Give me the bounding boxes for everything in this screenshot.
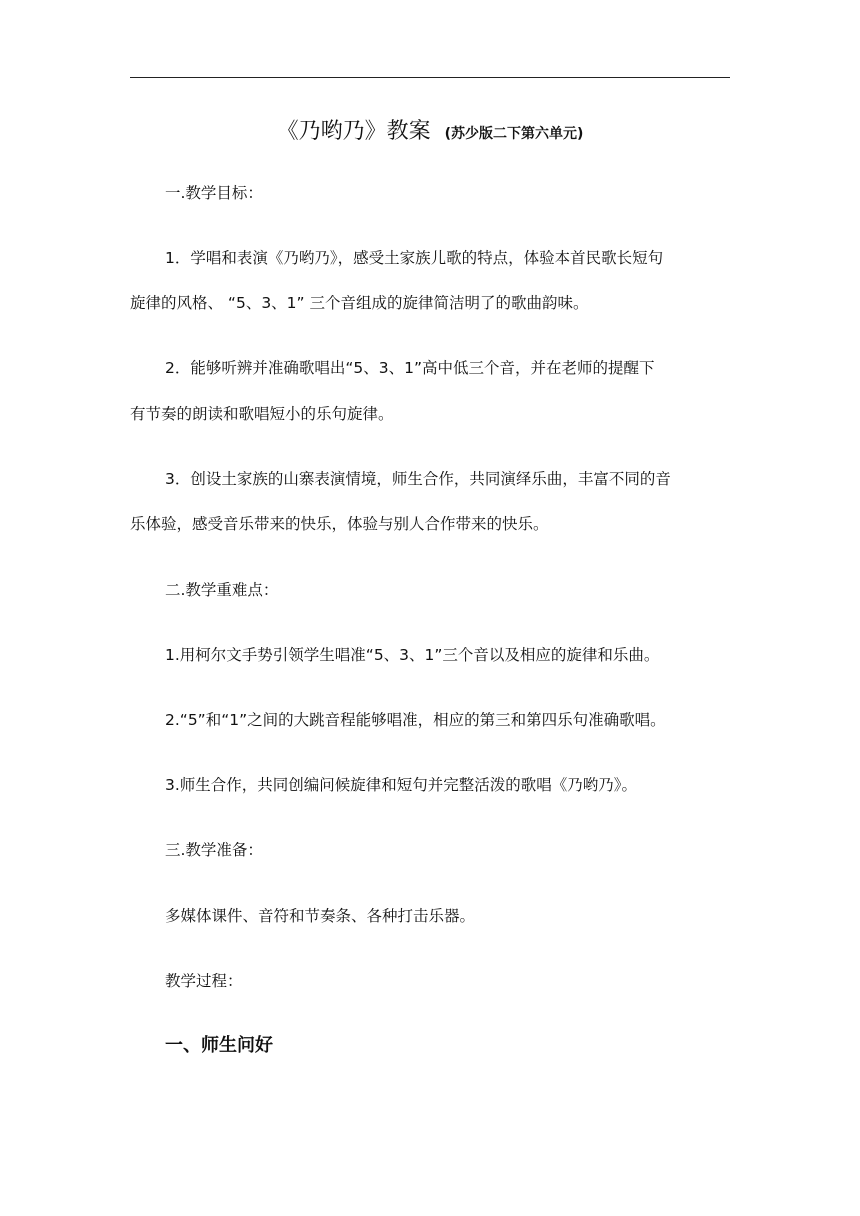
title-subtitle: (苏少版二下第六单元) bbox=[444, 126, 584, 142]
header-rule bbox=[130, 77, 730, 78]
key-point-1: 1.用柯尔文手势引领学生唱准“5、3、1”三个音以及相应的旋律和乐曲。 bbox=[165, 646, 660, 664]
objective-1-line-1: 1．学唱和表演《乃哟乃》，感受土家族儿歌的特点，体验本首民歌长短句 bbox=[165, 249, 664, 267]
document-title bbox=[130, 114, 730, 145]
title-main: 《乃哟乃》教案 bbox=[276, 119, 431, 144]
section-heading-preparation: 三.教学准备： bbox=[165, 841, 263, 859]
section-heading-process: 教学过程： bbox=[165, 972, 243, 990]
objective-3-line-2: 乐体验，感受音乐带来的快乐，体验与别人合作带来的快乐。 bbox=[130, 515, 549, 533]
objective-2-line-1: 2．能够听辨并准确歌唱出“5、3、1”高中低三个音，并在老师的提醒下 bbox=[165, 359, 655, 377]
objective-2-line-2: 有节奏的朗读和歌唱短小的乐句旋律。 bbox=[130, 405, 394, 423]
section-heading-key-points: 二.教学重难点： bbox=[165, 581, 279, 599]
preparation-item: 多媒体课件、音符和节奏条、各种打击乐器。 bbox=[165, 907, 476, 925]
process-step-1-heading: 一、师生问好 bbox=[165, 1035, 273, 1056]
section-heading-objectives: 一.教学目标： bbox=[165, 184, 263, 202]
objective-1-line-2: 旋律的风格、 “5、3、1” 三个音组成的旋律简洁明了的歌曲韵味。 bbox=[130, 294, 589, 312]
key-point-3: 3.师生合作，共同创编问候旋律和短句并完整活泼的歌唱《乃哟乃》。 bbox=[165, 776, 638, 794]
key-point-2: 2.“5”和“1”之间的大跳音程能够唱准，相应的第三和第四乐句准确歌唱。 bbox=[165, 711, 666, 729]
objective-3-line-1: 3．创设土家族的山寨表演情境，师生合作，共同演绎乐曲，丰富不同的音 bbox=[165, 470, 671, 488]
